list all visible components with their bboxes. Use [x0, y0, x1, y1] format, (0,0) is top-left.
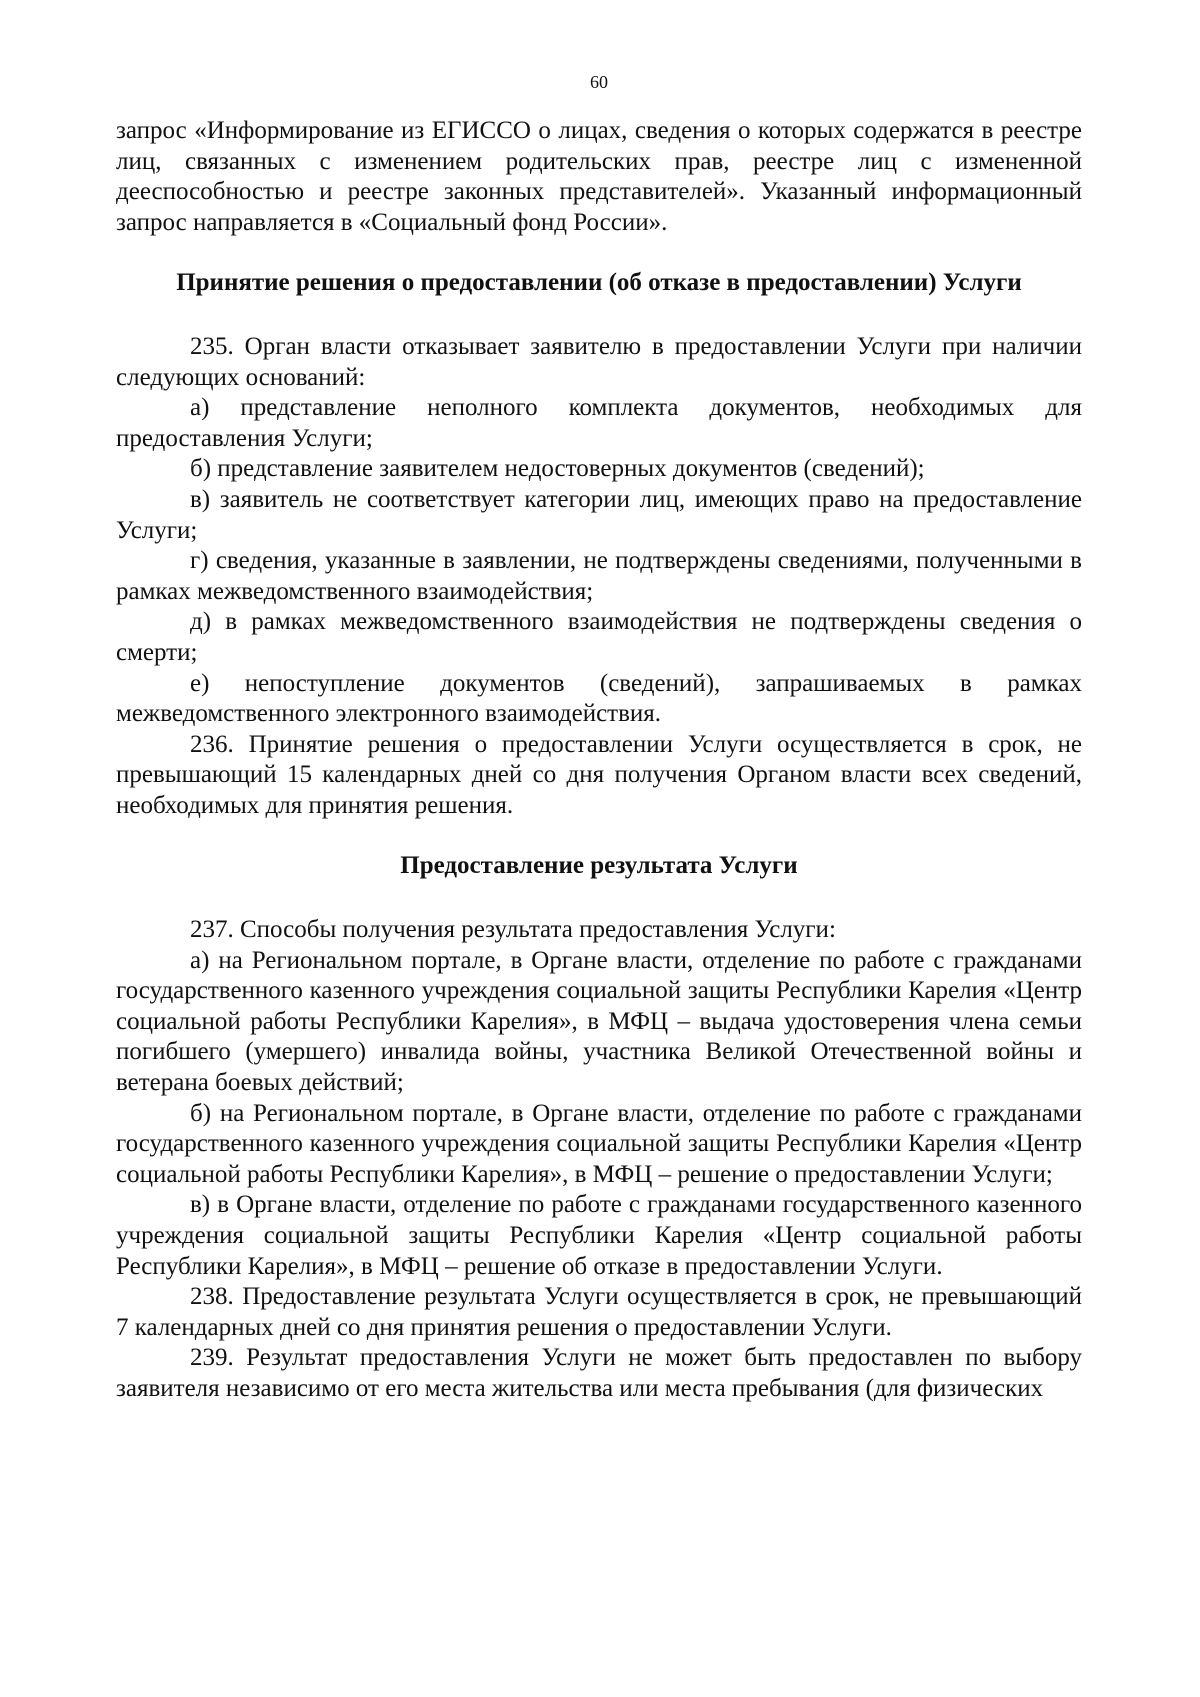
list-item-b: б) на Региональном портале, в Органе власти, отделение по работе с гражданами государственного казенного учреждения социальной защиты Республики Карелия «Центр социальной работы Республики Карелия», в МФЦ – решение о предоставлении Услуги; [116, 1099, 1082, 1188]
page-number: 60 [590, 72, 608, 92]
paragraph-239: 239. Результат предоставления Услуги не может быть предоставлен по выбору заявителя независимо от его места жительства или места пребывания (для физических [116, 1344, 1082, 1402]
intro-paragraph: запрос «Информирование из ЕГИССО о лицах, сведения о которых содержатся в реестре лиц, связанных с изменением родительских прав, реестре лиц с измененной дееспособностью и реестре законных представителей». Указанный информационный запрос направляется в «Социальный фонд России». [116, 117, 1082, 236]
document-body [116, 116, 1082, 1405]
paragraph-235: 235. Орган власти отказывает заявителю в предоставлении Услуги при наличии следующих оснований: [116, 332, 1082, 391]
list-item-v: в) заявитель не соответствует категории лиц, имеющих право на предоставление Услуги; [116, 485, 1082, 544]
paragraph-237: 237. Способы получения результата предоставления Услуги: [190, 916, 836, 944]
section-result-body [116, 915, 1082, 1405]
list-item-a: а) представление неполного комплекта документов, необходимых для предоставления Услуги; [116, 394, 1082, 452]
list-item-b: б) представление заявителем недостоверных документов (сведений); [190, 455, 925, 483]
list-item-v: в) в Органе власти, отделение по работе с гражданами государственного казенного учреждения социальной защиты Республики Карелия «Центр социальной работы Республики Карелия», в МФЦ – решение об отказе в предоставлении Услуги. [116, 1191, 1082, 1280]
section-heading-decision: Принятие решения о предоставлении (об отказе в предоставлении) Услуги [176, 269, 1022, 297]
list-item-g: г) сведения, указанные в заявлении, не подтверждены сведениями, полученными в рамках межведомственного взаимодействия; [116, 547, 1082, 605]
section-decision-body [116, 332, 1082, 822]
list-item-a: а) на Региональном портале, в Органе власти, отделение по работе с гражданами государственного казенного учреждения социальной защиты Республики Карелия «Центр социальной работы Республики Карелия», в МФЦ – выдача удостоверения члена семьи погибшего (умершего) инвалида войны, участника Великой Отечественной войны и ветерана боевых действий; [116, 946, 1082, 1097]
paragraph-238: 238. Предоставление результата Услуги осуществляется в срок, не превышающий 7 календарных дней со дня принятия решения о предоставлении Услуги. [116, 1283, 1082, 1341]
paragraph-236: 236. Принятие решения о предоставлении Услуги осуществляется в срок, не превышающий 15 календарных дней со дня получения Органом власти всех сведений, необходимых для принятия решения. [116, 730, 1082, 819]
section-heading-result: Предоставление результата Услуги [400, 852, 798, 880]
list-item-d: д) в рамках межведомственного взаимодействия не подтверждены сведения о смерти; [116, 608, 1082, 666]
list-item-e: е) непоступление документов (сведений), запрашиваемых в рамках межведомственного электронного взаимодействия. [116, 669, 1082, 728]
